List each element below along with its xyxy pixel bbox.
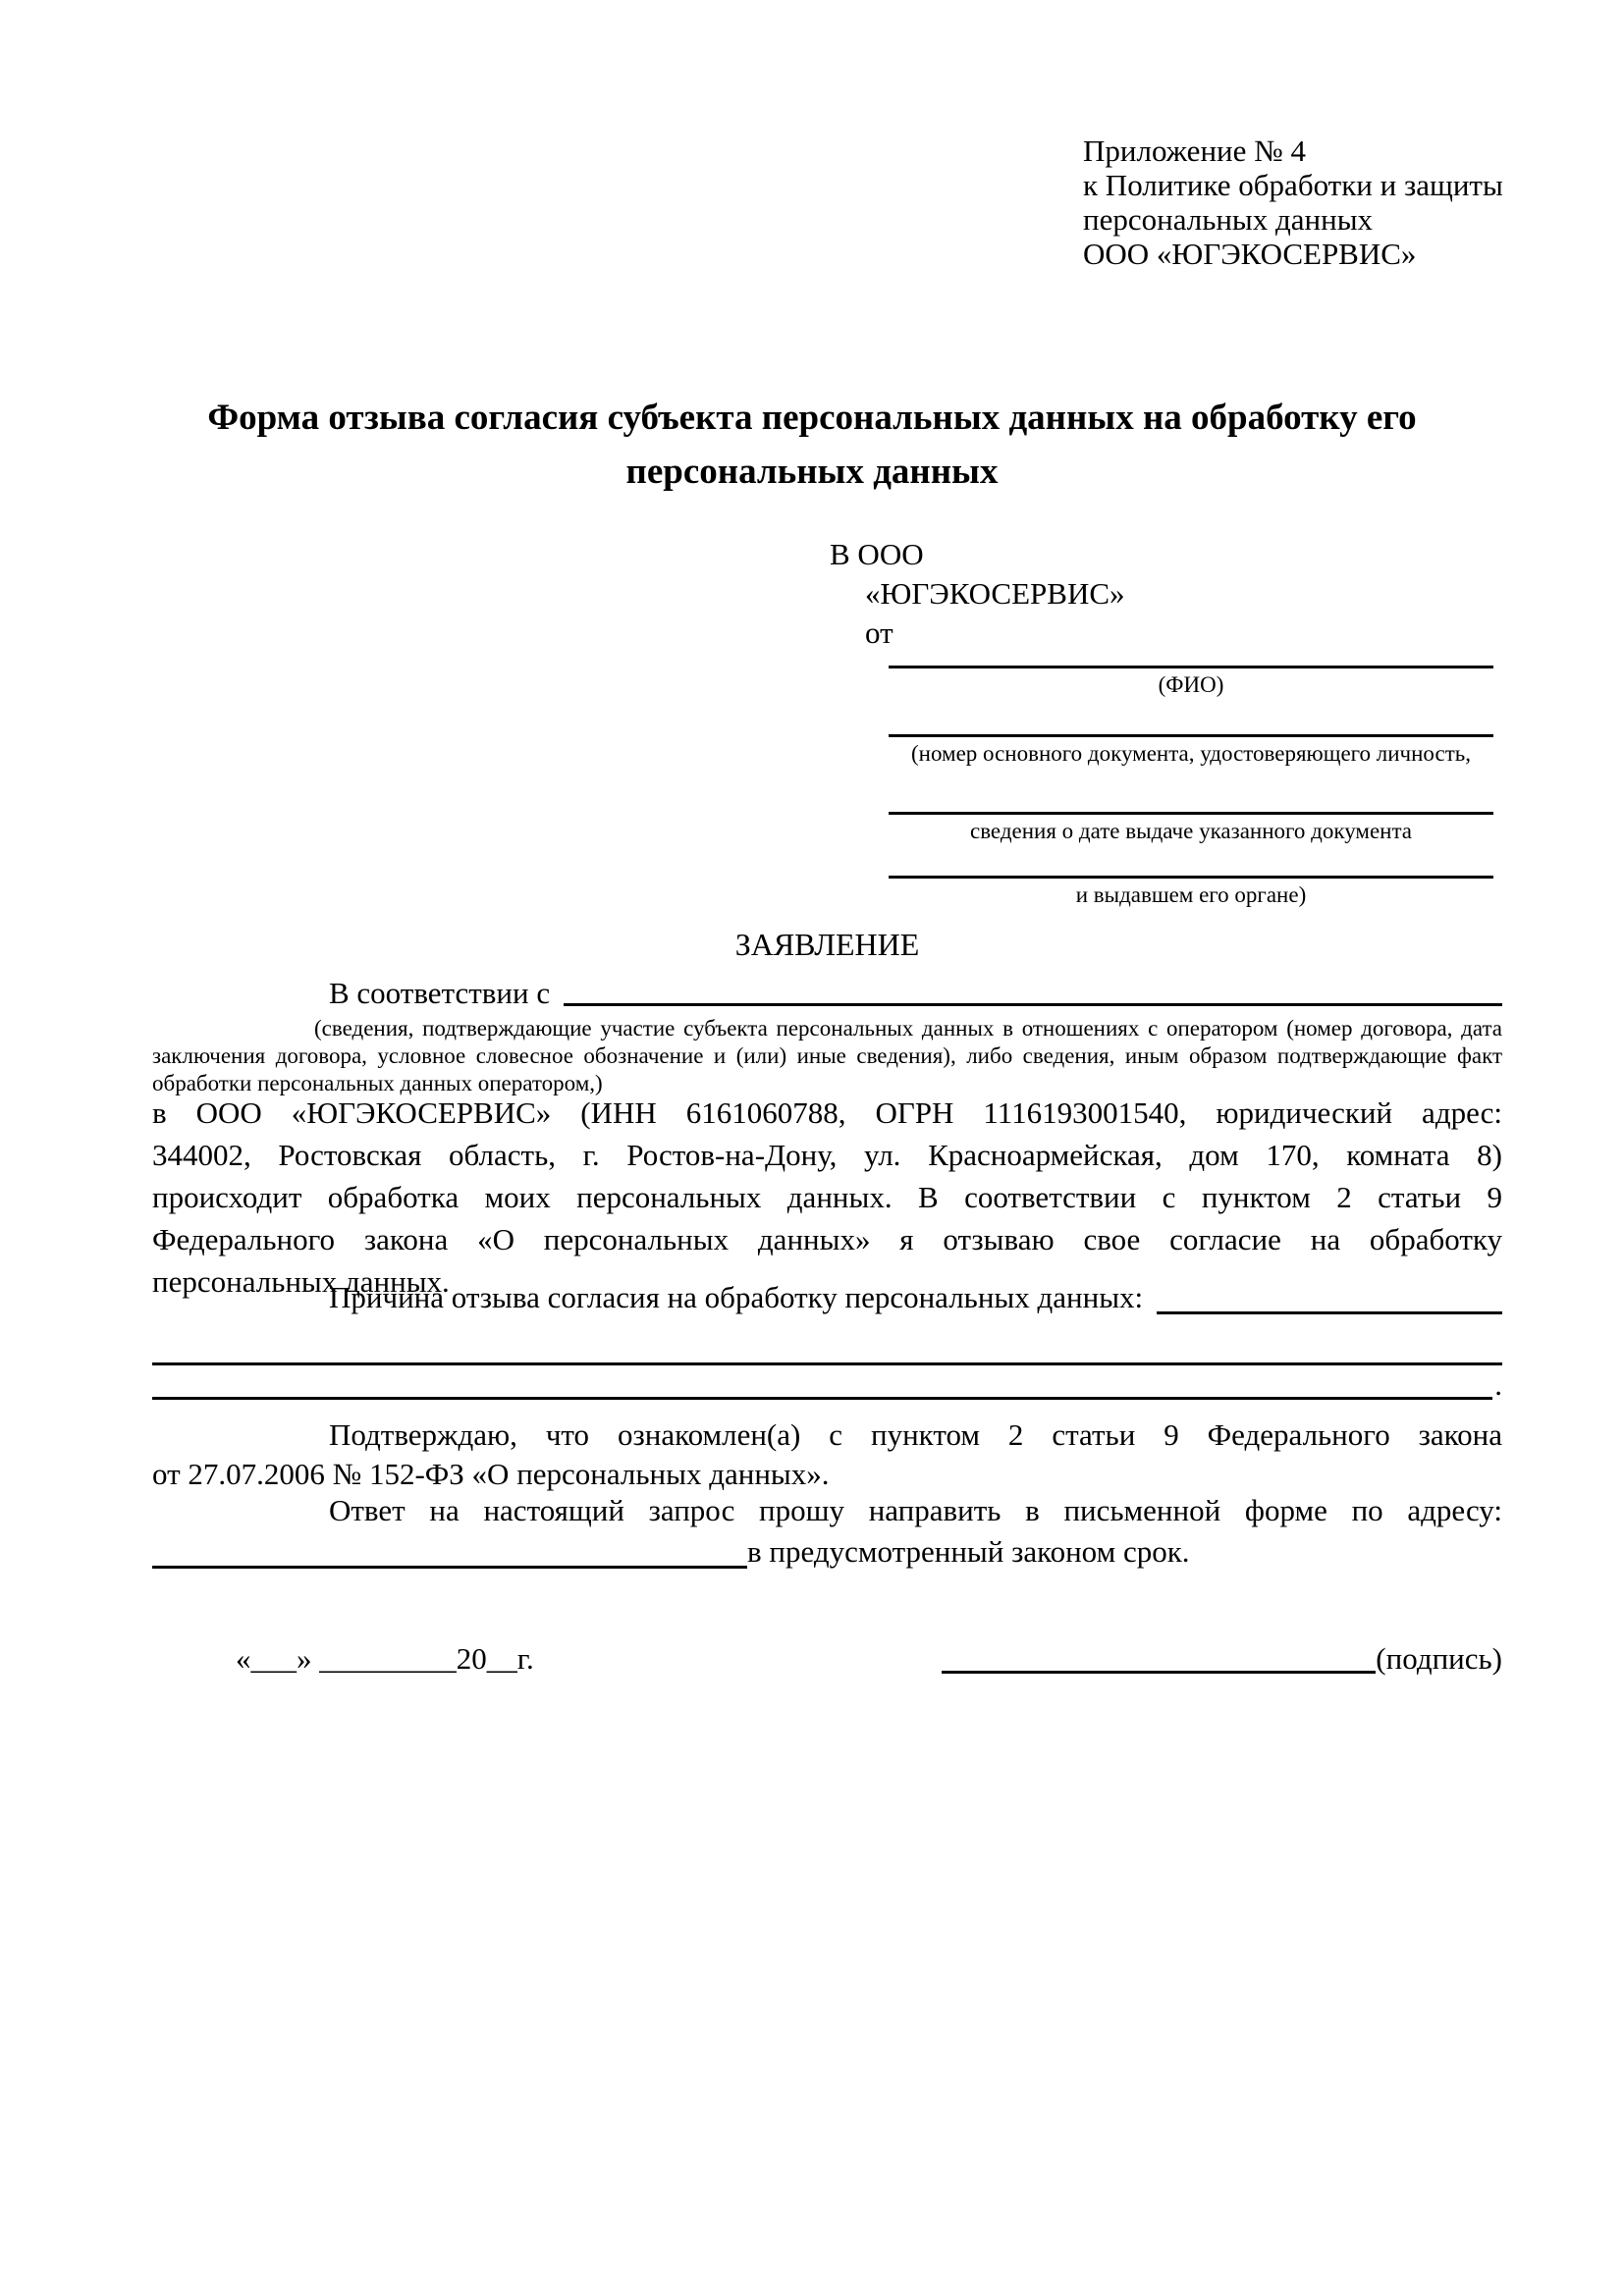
addressee-from-label: от: [865, 615, 893, 650]
confirmation-paragraph: [152, 1415, 1502, 1494]
fio-blank-field[interactable]: [889, 666, 1493, 698]
issuing-authority-caption: и выдавшем его органе): [1075, 882, 1307, 907]
reply-request-line: Ответ на настоящий запрос прошу направить в письменной форме по адресу:: [329, 1493, 1502, 1527]
body-line: Федерального закона «О персональных данных» я отзываю свое согласие на обработку: [152, 1222, 1502, 1256]
reason-blank-line-1[interactable]: [1157, 1280, 1502, 1314]
reason-label: Причина отзыва согласия на обработку персональных данных:: [329, 1280, 1144, 1314]
body-line: персональных данных.: [152, 1264, 450, 1299]
signature-blank-line[interactable]: [942, 1641, 1376, 1674]
reason-blank-line-3[interactable]: [152, 1364, 1492, 1400]
document-number-caption: (номер основного документа, удостоверяющего личность,: [910, 741, 1471, 766]
address-blank-line[interactable]: [152, 1531, 747, 1569]
legal-basis-prefix: В соответствии с: [329, 976, 551, 1010]
reply-address-row: [152, 1531, 1502, 1573]
confirmation-line: от 27.07.2006 № 152-ФЗ «О персональных данных».: [152, 1457, 830, 1491]
body-paragraph: [152, 1092, 1502, 1303]
document-number-blank-field[interactable]: [889, 734, 1493, 767]
appendix-note-line: к Политике обработки и защиты: [1083, 168, 1503, 202]
body-line: происходит обработка моих персональных данных. В соответствии с пунктом 2 статьи 9: [152, 1180, 1502, 1214]
appendix-note-line: ООО «ЮГЭКОСЕРВИС»: [1083, 237, 1417, 271]
appendix-note: [1083, 133, 1503, 271]
fine-print-note: [152, 1015, 1502, 1097]
legal-basis-blank-line[interactable]: [564, 976, 1502, 1006]
reason-terminator: .: [1494, 1367, 1502, 1402]
appendix-note-line: Приложение № 4: [1083, 133, 1306, 168]
body-line: 344002, Ростовская область, г. Ростов-на-Дону, ул. Красноармейская, дом 170, комната 8): [152, 1138, 1502, 1172]
addressee-org-name: «ЮГЭКОСЕРВИС»: [865, 576, 1125, 611]
confirmation-line: Подтверждаю, что ознакомлен(а) с пунктом 2 статьи 9 Федерального закона: [329, 1417, 1502, 1452]
addressee-block: [830, 535, 1493, 908]
statement-heading: ЗАЯВЛЕНИЕ: [734, 927, 920, 962]
addressee-to-prefix: В ООО: [830, 537, 924, 571]
issuing-authority-blank-field[interactable]: [889, 876, 1493, 908]
issue-date-caption: сведения о дате выдаче указанного документа: [969, 819, 1413, 843]
fine-print-line: обработки персональных данных оператором,): [152, 1071, 603, 1095]
reply-request-paragraph: [152, 1490, 1502, 1573]
reply-request-suffix: в предусмотренный законом срок.: [747, 1534, 1190, 1569]
fine-print-line: заключения договора, условное словесное обозначение и (или) иные сведения), либо сведения, иным образом подтверждающие факт: [152, 1043, 1502, 1068]
fine-print-line: (сведения, подтверждающие участие субъекта персональных данных в отношениях с оператором (номер договора, дата: [314, 1016, 1502, 1041]
signature-row: [152, 1641, 1502, 1679]
document-title: Форма отзыва согласия субъекта персональных данных на обработку его персональных данных: [207, 398, 1417, 492]
signature-caption: (подпись): [1376, 1641, 1502, 1676]
reason-blank-row-3: [152, 1364, 1502, 1400]
issue-date-blank-field[interactable]: [889, 812, 1493, 844]
legal-basis-row: [152, 976, 1502, 1009]
body-line: в ООО «ЮГЭКОСЕРВИС» (ИНН 6161060788, ОГРН 1116193001540, юридический адрес:: [152, 1095, 1502, 1130]
reason-row: [152, 1280, 1502, 1317]
signature-field: [942, 1641, 1502, 1679]
fio-caption: (ФИО): [1158, 672, 1224, 697]
appendix-note-line: персональных данных: [1083, 202, 1374, 237]
reason-blank-line-2[interactable]: [152, 1325, 1502, 1365]
date-blank-field[interactable]: «___» _________20__г.: [236, 1641, 534, 1676]
